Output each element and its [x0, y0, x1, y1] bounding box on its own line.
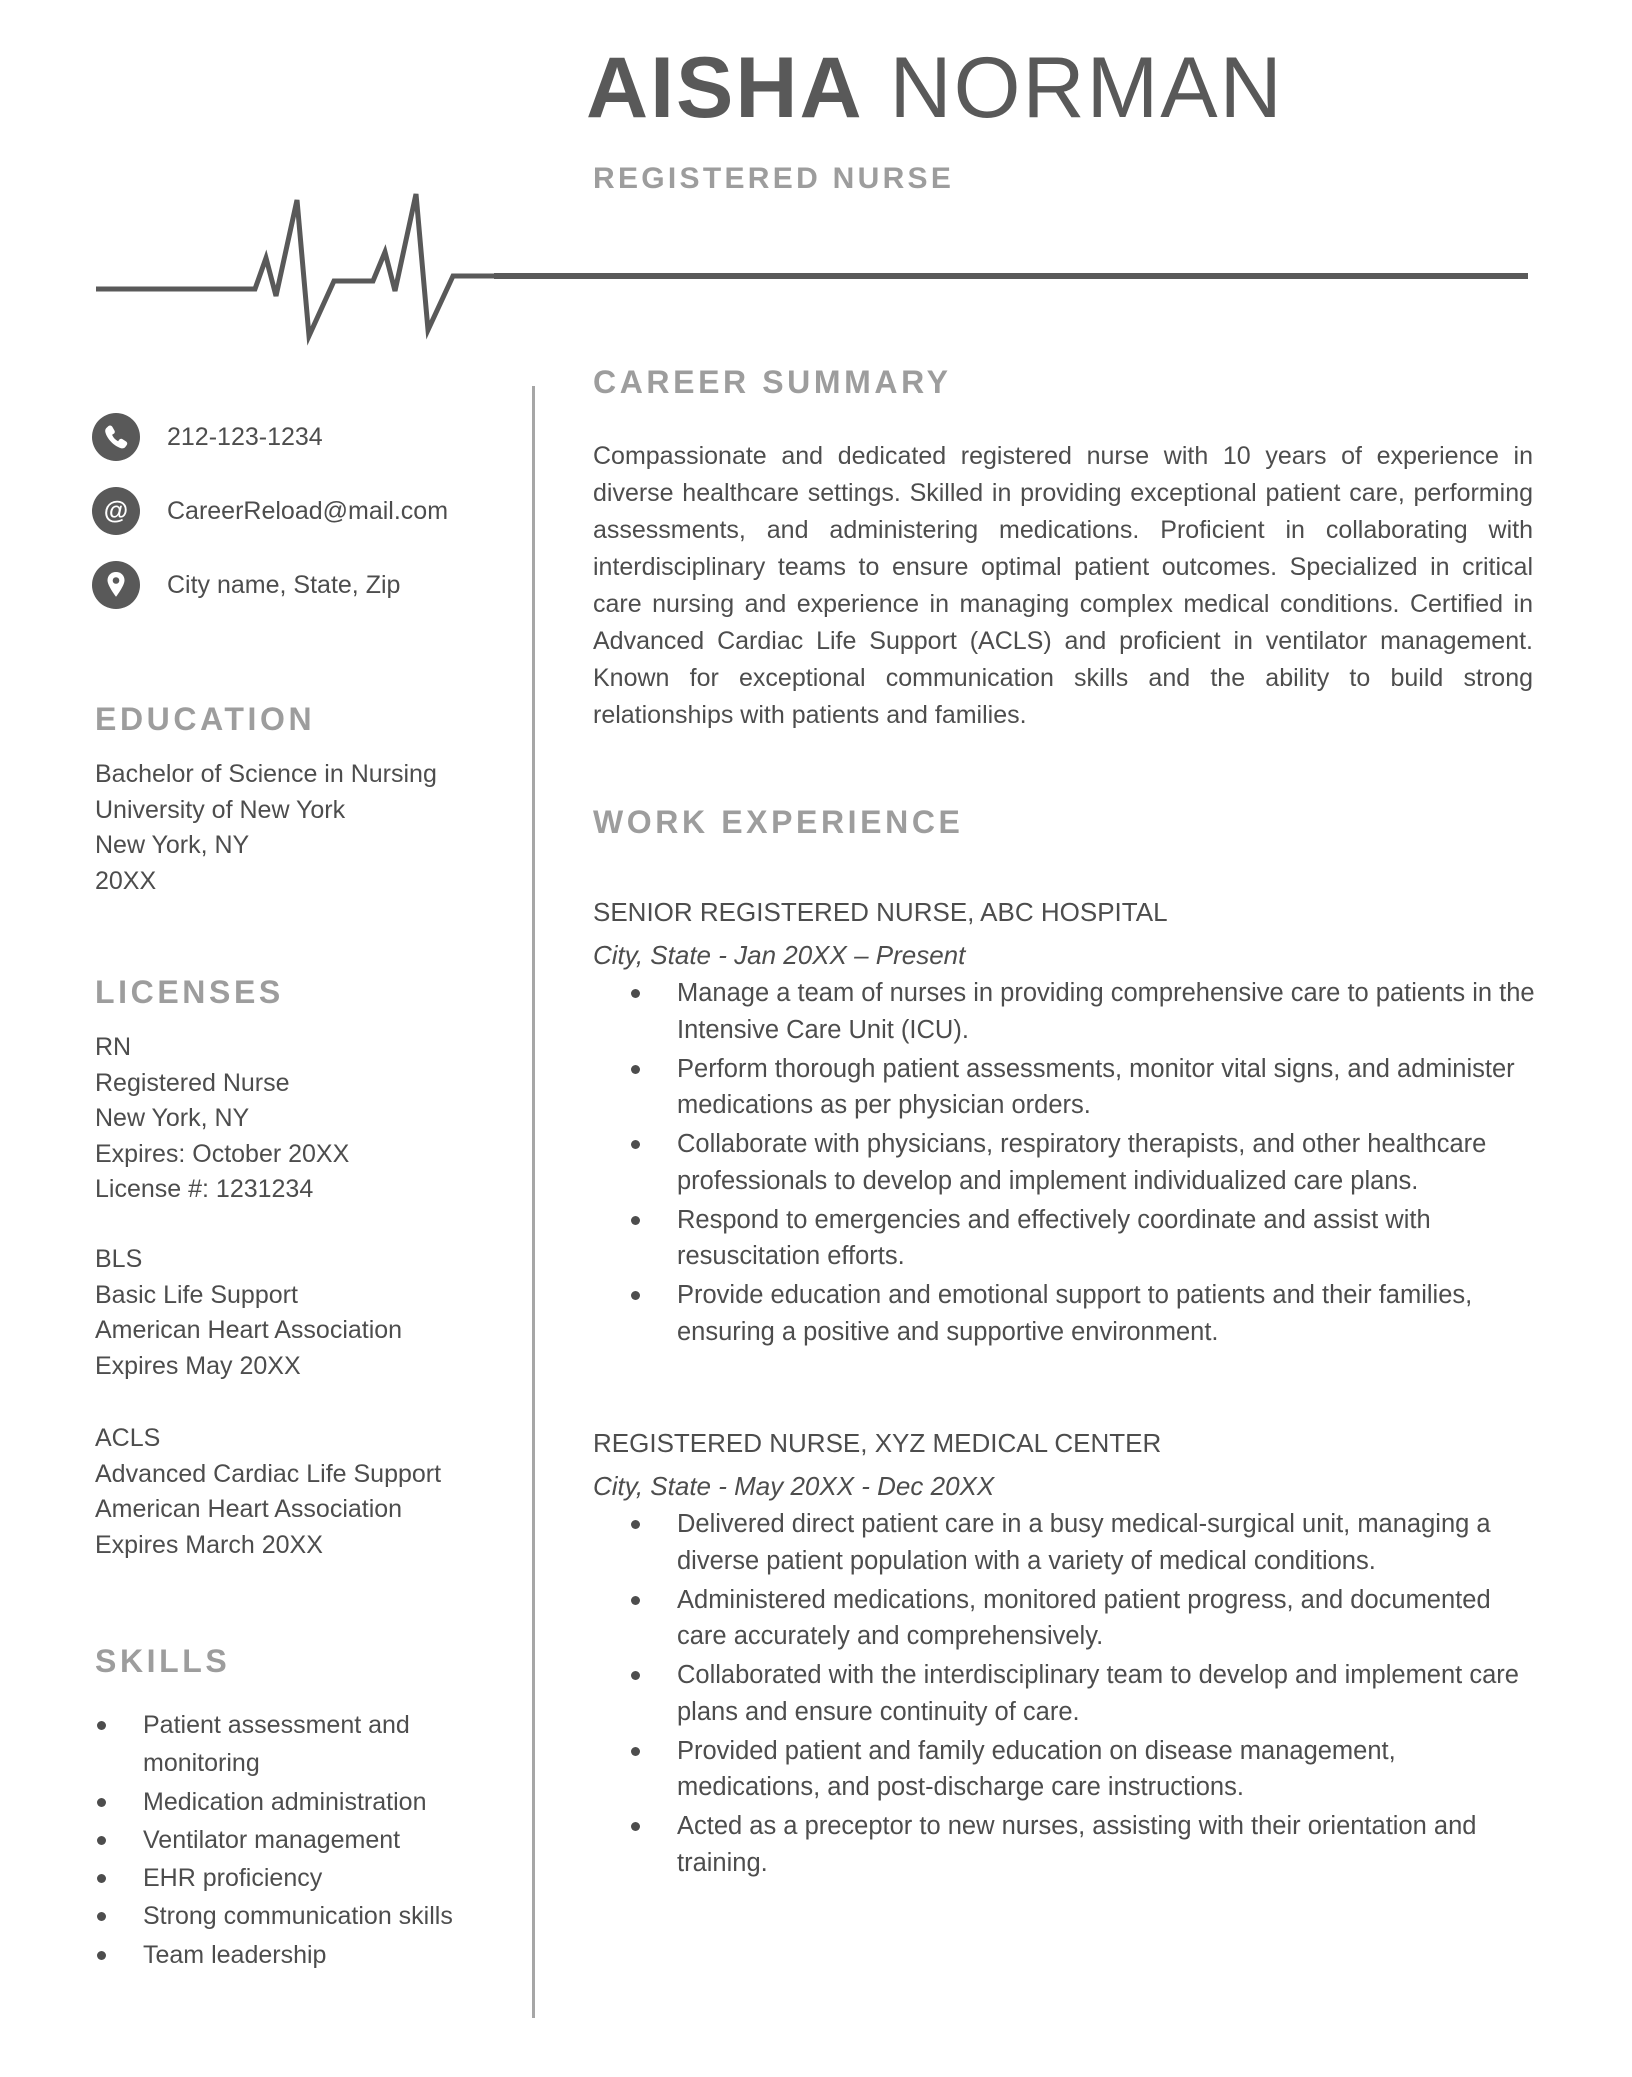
- bullet-icon: [631, 1822, 640, 1831]
- phone-text: 212-123-1234: [167, 423, 323, 451]
- contact-phone: [92, 413, 532, 461]
- bullet-text: Perform thorough patient assessments, monitor vital signs, and administer medications as per physician orders.: [677, 1054, 1515, 1120]
- license-acls: [95, 1421, 525, 1563]
- job-title: REGISTERED NURSE, XYZ MEDICAL CENTER: [593, 1428, 1162, 1458]
- bullet-icon: [97, 1798, 106, 1807]
- skill-item: [95, 1859, 490, 1897]
- license-line: New York, NY: [95, 1104, 250, 1133]
- bullet-icon: [631, 1291, 640, 1300]
- skill-text: Strong communication skills: [143, 1902, 453, 1931]
- education-block: [95, 757, 525, 899]
- bullet-icon: [631, 1671, 640, 1680]
- education-school: University of New York: [95, 795, 346, 824]
- heartbeat-trace: [96, 194, 496, 336]
- skill-item: [95, 1706, 490, 1783]
- license-line: Advanced Cardiac Life Support: [95, 1459, 442, 1488]
- job-title: SENIOR REGISTERED NURSE, ABC HOSPITAL: [593, 897, 1168, 927]
- bullet-icon: [97, 1874, 106, 1883]
- license-line: RN: [95, 1033, 132, 1061]
- license-bls: [95, 1242, 525, 1384]
- license-line: Basic Life Support: [95, 1280, 298, 1309]
- bullet-icon: [631, 1747, 640, 1756]
- license-line: ACLS: [95, 1424, 161, 1452]
- license-line: American Heart Association: [95, 1495, 403, 1524]
- bullet-icon: [97, 1721, 106, 1730]
- work-experience-heading: WORK EXPERIENCE: [593, 804, 964, 840]
- bullet-icon: [631, 989, 640, 998]
- bullet-icon: [631, 1520, 640, 1529]
- job-bullet: [593, 1051, 1538, 1124]
- license-rn: [95, 1030, 525, 1208]
- skills-list-wrap: [95, 1706, 490, 1974]
- job-location-dates: City, State - May 20XX - Dec 20XX: [593, 1471, 995, 1501]
- licenses-heading: LICENSES: [95, 974, 284, 1010]
- heartbeat-line-icon: [0, 0, 1632, 360]
- license-line: License #: 1231234: [95, 1175, 314, 1204]
- education-heading: EDUCATION: [95, 701, 316, 737]
- skill-text: Team leadership: [143, 1940, 327, 1969]
- license-line: BLS: [95, 1245, 143, 1273]
- bullet-text: Collaborated with the interdisciplinary team to develop and implement care plans and ensure continuity of care.: [677, 1661, 1519, 1726]
- skills-list: [95, 1706, 490, 1974]
- job-bullet: [593, 1126, 1538, 1199]
- job-bullets: [593, 1506, 1538, 1881]
- license-line: American Heart Association: [95, 1316, 403, 1345]
- bullet-text: Acted as a preceptor to new nurses, assisting with their orientation and training.: [677, 1812, 1477, 1877]
- skill-text: Medication administration: [143, 1787, 427, 1816]
- education-year: 20XX: [95, 866, 157, 895]
- last-name: NORMAN: [889, 40, 1284, 136]
- bullet-text: Administered medications, monitored patient progress, and documented care accurately and comprehensively.: [677, 1585, 1491, 1651]
- job-bullet: [593, 1202, 1538, 1275]
- skill-item: [95, 1821, 490, 1859]
- bullet-text: Respond to emergencies and effectively coordinate and assist with resuscitation efforts.: [677, 1205, 1431, 1271]
- bullet-icon: [631, 1140, 640, 1149]
- bullet-icon: [97, 1951, 106, 1960]
- bullet-text: Manage a team of nurses in providing comprehensive care to patients in the Intensive Care Unit (ICU).: [677, 979, 1535, 1044]
- job-bullet: [593, 1506, 1538, 1579]
- location-pin-icon: [92, 561, 140, 609]
- skill-item: [95, 1783, 490, 1821]
- skill-text: Ventilator management: [143, 1825, 401, 1854]
- bullet-icon: [631, 1216, 640, 1225]
- job-title-subtitle: REGISTERED NURSE: [593, 162, 955, 195]
- skill-item: [95, 1897, 490, 1935]
- column-divider: [532, 386, 535, 2018]
- first-name: AISHA: [586, 40, 864, 136]
- bullet-icon: [631, 1065, 640, 1074]
- bullet-icon: [97, 1912, 106, 1921]
- education-degree: Bachelor of Science in Nursing: [95, 760, 437, 788]
- location-text: City name, State, Zip: [167, 571, 401, 599]
- contact-location: [92, 561, 532, 609]
- svg-text:@: @: [103, 497, 129, 525]
- phone-icon: [92, 413, 140, 461]
- skill-text: Patient assessment and monitoring: [143, 1711, 410, 1778]
- job-bullet: [593, 1808, 1538, 1881]
- job-bullet: [593, 1657, 1538, 1730]
- job-location-dates: City, State - Jan 20XX – Present: [593, 940, 966, 970]
- bullet-icon: [631, 1596, 640, 1605]
- job-entry: [593, 1425, 1538, 1884]
- education-location: New York, NY: [95, 831, 250, 860]
- skill-item: [95, 1936, 490, 1974]
- license-line: Registered Nurse: [95, 1068, 290, 1097]
- bullet-text: Provided patient and family education on disease management, medications, and post-discharge care instructions.: [677, 1736, 1396, 1802]
- job-bullet: [593, 1582, 1538, 1655]
- career-summary-heading: CAREER SUMMARY: [593, 364, 952, 400]
- job-bullets: [593, 975, 1538, 1350]
- skill-text: EHR proficiency: [143, 1864, 323, 1893]
- career-summary-text: Compassionate and dedicated registered nurse with 10 years of experience in diverse healthcare settings. Skilled in providing exceptional patient care, performing assessments, and administering medications. Proficient in collaborating with interdisciplinary teams to ensure optimal patient outcomes. Specialized in critical care nursing and experience in managing complex medical conditions. Certified in Advanced Cardiac Life Support (ACLS) and proficient in ventilator management. Known for exceptional communication skills and the ability to build strong relationships with patients and families.: [593, 442, 1533, 729]
- skills-heading: SKILLS: [95, 1643, 231, 1679]
- email-text: CareerReload@mail.com: [167, 497, 449, 525]
- job-bullet: [593, 1733, 1538, 1806]
- contact-email: [92, 487, 532, 535]
- at-icon: [92, 487, 140, 535]
- bullet-text: Provide education and emotional support to patients and their families, ensuring a positive and supportive environment.: [677, 1281, 1473, 1346]
- bullet-text: Delivered direct patient care in a busy medical-surgical unit, managing a diverse patient population with a variety of medical conditions.: [677, 1510, 1491, 1575]
- license-line: Expires: October 20XX: [95, 1139, 350, 1168]
- job-entry: [593, 894, 1538, 1353]
- job-bullet: [593, 1277, 1538, 1350]
- license-line: Expires March 20XX: [95, 1530, 323, 1559]
- license-line: Expires May 20XX: [95, 1351, 301, 1380]
- job-bullet: [593, 975, 1538, 1048]
- bullet-text: Collaborate with physicians, respiratory therapists, and other healthcare professionals to develop and implement individualized care plans.: [677, 1130, 1487, 1195]
- bullet-icon: [97, 1836, 106, 1845]
